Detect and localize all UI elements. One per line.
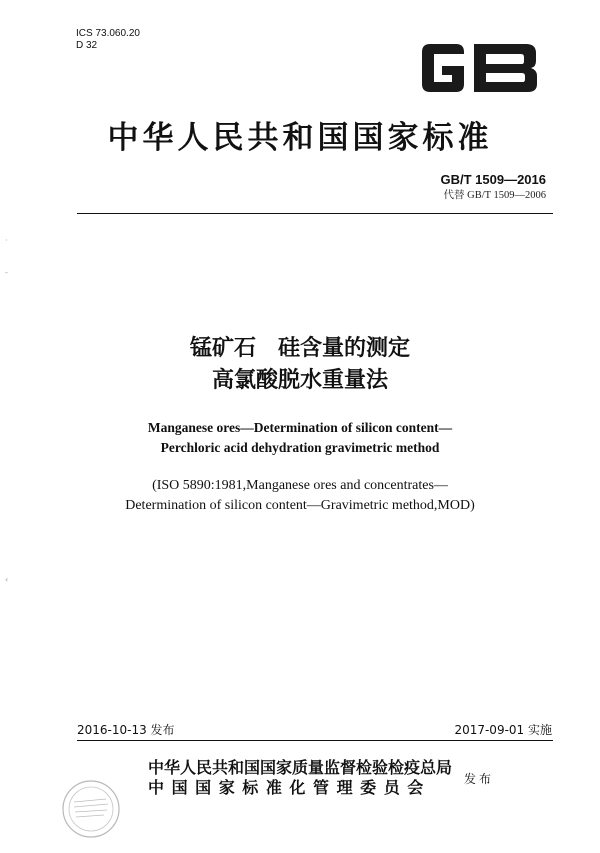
footer-divider	[77, 740, 553, 741]
english-title-line-2: Perchloric acid dehydration gravimetric method	[160, 440, 440, 455]
stamp-seal	[58, 776, 124, 842]
margin-mark: ‹	[5, 575, 9, 584]
iso-reference-line-1: (ISO 5890:1981,Manganese ores and concentrates—	[152, 478, 448, 493]
margin-mark: ·	[5, 236, 8, 245]
chinese-title-line-2: 高氯酸脱水重量法	[211, 368, 388, 393]
ccs-code: D 32	[76, 40, 98, 51]
replaces-standard: 代替 GB/T 1509—2006	[443, 190, 546, 201]
classification-codes	[76, 28, 140, 52]
ics-code: ICS 73.060.20	[76, 28, 140, 39]
english-title-line-1: Manganese ores—Determination of silicon content—	[147, 420, 453, 435]
chinese-title-line-1: 锰矿石 硅含量的测定	[189, 336, 410, 361]
standard-number: GB/T 1509—2016	[440, 172, 546, 187]
publish-label: 发布	[464, 772, 495, 786]
header-divider	[77, 213, 553, 214]
standard-number-block	[440, 172, 546, 204]
issue-date: 2016-10-13 发布	[77, 723, 175, 737]
standard-title: 中华人民共和国国家标准	[107, 120, 493, 156]
gb-logo	[420, 40, 544, 96]
issuer-line-1: 中华人民共和国国家质量监督检验检疫总局	[148, 758, 453, 777]
effective-date: 2017-09-01 实施	[454, 723, 552, 737]
margin-mark: -	[5, 268, 8, 277]
iso-reference-line-2: Determination of silicon content—Gravimetric method,MOD)	[125, 498, 475, 513]
issuer-line-2: 中 国 国 家 标 准 化 管 理 委 员 会	[148, 778, 425, 797]
